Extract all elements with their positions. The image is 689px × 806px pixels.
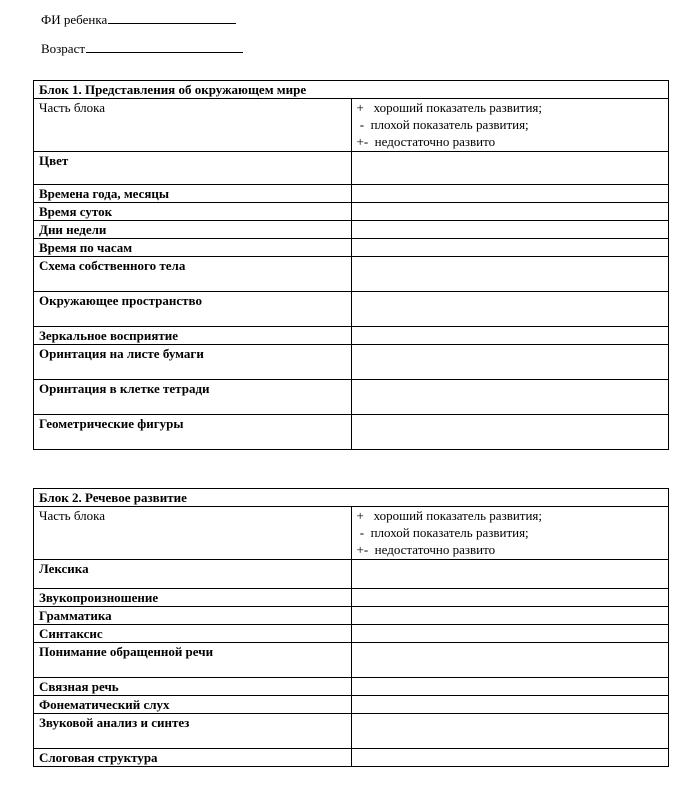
block-item: Дни недели <box>34 221 352 239</box>
legend-cell <box>351 99 669 152</box>
score-cell[interactable] <box>351 749 669 767</box>
score-cell[interactable] <box>351 696 669 714</box>
block-item: Схема собственного тела <box>34 257 352 292</box>
age-label: Возраст <box>41 41 86 56</box>
column-header: Часть блока <box>34 99 352 152</box>
block-title: Блок 1. Представления об окружающем мире <box>34 81 669 99</box>
score-cell[interactable] <box>351 678 669 696</box>
child-name-field[interactable] <box>41 10 236 28</box>
age-line[interactable] <box>86 39 243 53</box>
block-item: Звукопроизношение <box>34 589 352 607</box>
block-item: Время суток <box>34 203 352 221</box>
block-item: Фонематический слух <box>34 696 352 714</box>
score-cell[interactable] <box>351 327 669 345</box>
score-cell[interactable] <box>351 714 669 749</box>
column-header: Часть блока <box>34 507 352 560</box>
score-cell[interactable] <box>351 345 669 380</box>
block-item: Звуковой анализ и синтез <box>34 714 352 749</box>
child-name-label: ФИ ребенка <box>41 12 108 27</box>
score-cell[interactable] <box>351 643 669 678</box>
block-item: Связная речь <box>34 678 352 696</box>
block-item: Слоговая структура <box>34 749 352 767</box>
score-cell[interactable] <box>351 625 669 643</box>
block-item: Цвет <box>34 152 352 185</box>
block-item: Геометрические фигуры <box>34 415 352 450</box>
score-cell[interactable] <box>351 257 669 292</box>
block-item: Оринтация в клетке тетради <box>34 380 352 415</box>
block-title: Блок 2. Речевое развитие <box>34 489 669 507</box>
legend-partial: +- недостаточно развито <box>356 542 496 557</box>
score-cell[interactable] <box>351 607 669 625</box>
score-cell[interactable] <box>351 239 669 257</box>
score-cell[interactable] <box>351 292 669 327</box>
score-cell[interactable] <box>351 203 669 221</box>
score-cell[interactable] <box>351 589 669 607</box>
age-field[interactable] <box>41 39 243 57</box>
score-cell[interactable] <box>351 380 669 415</box>
block-1-table <box>33 80 669 450</box>
block-item: Времена года, месяцы <box>34 185 352 203</box>
score-cell[interactable] <box>351 560 669 589</box>
block-item: Грамматика <box>34 607 352 625</box>
legend-partial: +- недостаточно развито <box>356 134 496 149</box>
score-cell[interactable] <box>351 221 669 239</box>
legend-good: + хороший показатель развития; <box>356 100 543 115</box>
block-item: Время по часам <box>34 239 352 257</box>
block-item: Лексика <box>34 560 352 589</box>
legend-good: + хороший показатель развития; <box>356 508 543 523</box>
block-item: Зеркальное восприятие <box>34 327 352 345</box>
score-cell[interactable] <box>351 152 669 185</box>
legend-bad: - плохой показатель развития; <box>356 117 529 132</box>
block-item: Понимание обращенной речи <box>34 643 352 678</box>
score-cell[interactable] <box>351 415 669 450</box>
block-item: Синтаксис <box>34 625 352 643</box>
block-item: Оринтация на листе бумаги <box>34 345 352 380</box>
block-item: Окружающее пространство <box>34 292 352 327</box>
legend-cell <box>351 507 669 560</box>
block-2-table <box>33 488 669 767</box>
score-cell[interactable] <box>351 185 669 203</box>
legend-bad: - плохой показатель развития; <box>356 525 529 540</box>
child-name-line[interactable] <box>108 10 236 24</box>
